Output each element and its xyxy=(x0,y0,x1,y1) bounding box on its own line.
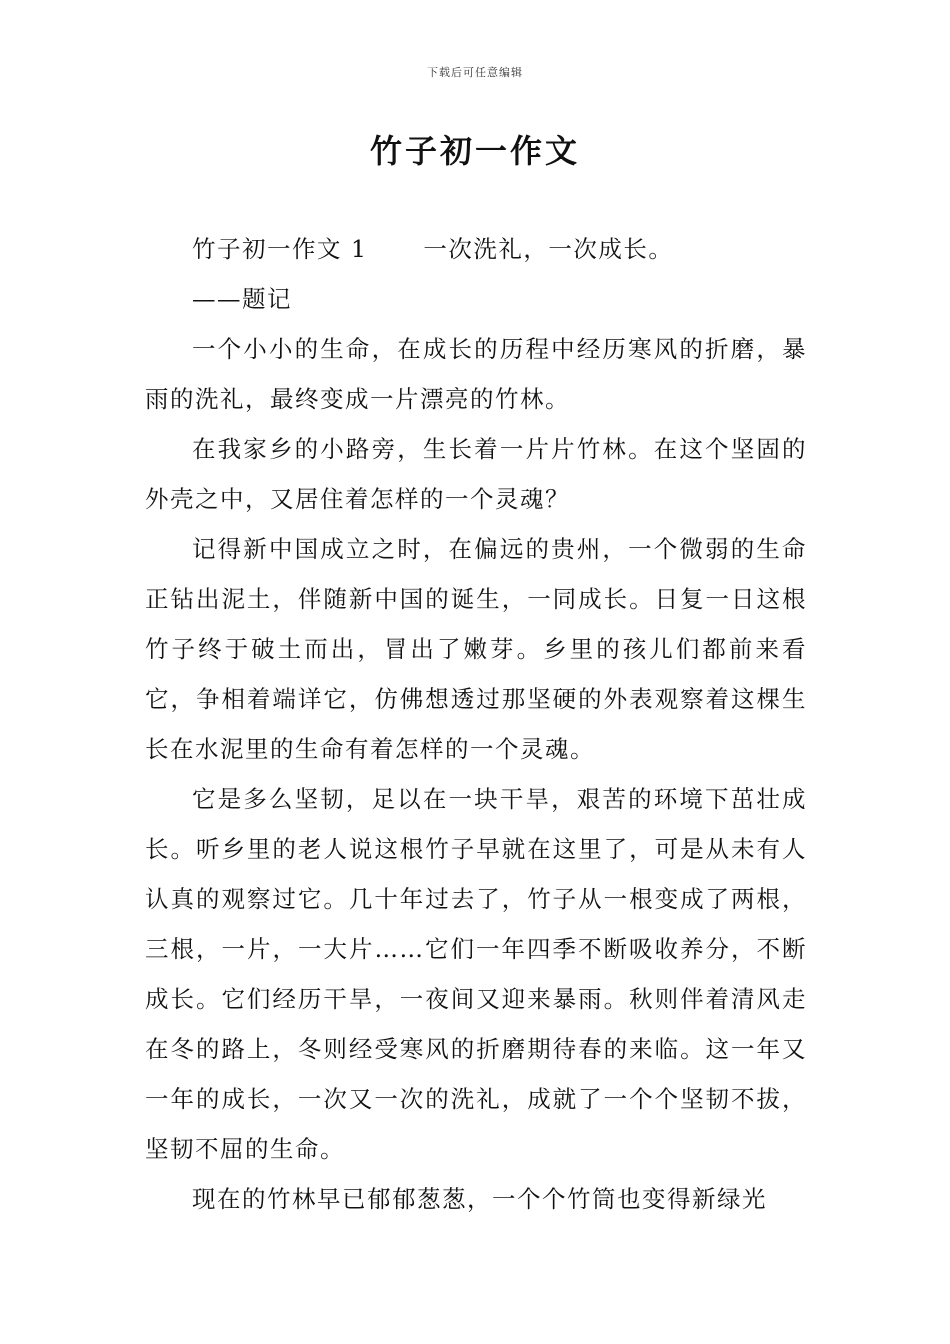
paragraph-1: 一个小小的生命，在成长的历程中经历寒风的折磨，暴雨的洗礼，最终变成一片漂亮的竹林。 xyxy=(145,335,807,413)
paragraph-3: 记得新中国成立之时，在偏远的贵州，一个微弱的生命正钻出泥土，伴随新中国的诞生，一同成长。日复一日这根竹子终于破土而出，冒出了嫩芽。乡里的孩儿们都前来看它，争相着端详它，仿佛想透过那坚硬的外表观察着这棵生长在水泥里的生命有着怎样的一个灵魂。 xyxy=(145,535,807,763)
header-note: 下载后可任意编辑 xyxy=(427,66,523,79)
paragraph-4: 它是多么坚韧，足以在一块干旱，艰苦的环境下茁壮成长。听乡里的老人说这根竹子早就在这里了，可是从未有人认真的观察过它。几十年过去了，竹子从一根变成了两根，三根，一片，一大片……它们一年四季不断吸收养分，不断成长。它们经历干旱，一夜间又迎来暴雨。秋则伴着清风走在冬的路上，冬则经受寒风的折磨期待春的来临。这一年又一年的成长，一次又一次的洗礼，成就了一个个坚韧不拔，坚韧不屈的生命。 xyxy=(145,785,807,1163)
epigraph-source: ——题记 xyxy=(192,285,292,313)
essay-heading: 竹子初一作文 1 xyxy=(192,235,368,263)
essay-body xyxy=(145,224,807,1224)
paragraph-5: 现在的竹林早已郁郁葱葱，一个个竹筒也变得新绿光 xyxy=(192,1185,767,1213)
document-title: 竹子初一作文 xyxy=(369,132,580,170)
essay-heading-line xyxy=(145,224,807,274)
paragraph-2: 在我家乡的小路旁，生长着一片片竹林。在这个坚固的外壳之中，又居住着怎样的一个灵魂？ xyxy=(145,435,807,513)
epigraph: 一次洗礼，一次成长。 xyxy=(423,235,674,263)
